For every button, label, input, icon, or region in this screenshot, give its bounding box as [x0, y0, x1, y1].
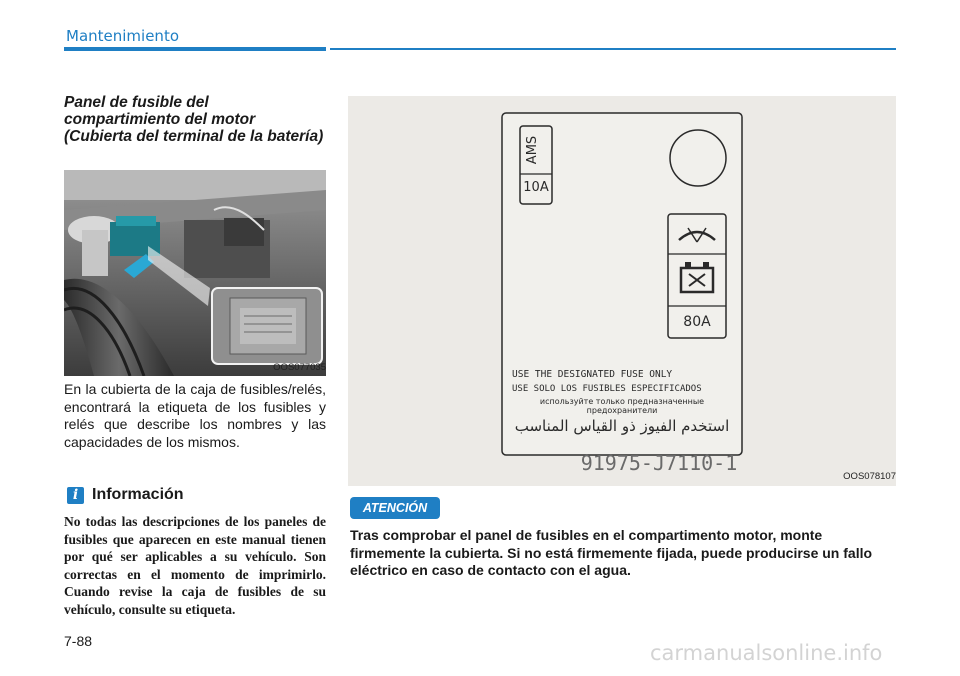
body-paragraph: En la cubierta de la caja de fusibles/relés, encontrará la etiqueta de los fusibles y relés que describe los nombres y las capacidades de los mismos. — [64, 381, 326, 450]
page-number: 7-88 — [64, 633, 93, 649]
fuse-warning-ru-2: предохранители — [586, 406, 658, 415]
main-amp-label: 80A — [683, 314, 711, 330]
info-title: Información — [92, 486, 184, 503]
section-title: Mantenimiento — [66, 27, 179, 45]
atencion-badge: ATENCIÓN — [350, 497, 440, 519]
watermark: carmanualsonline.info — [650, 641, 883, 665]
ams-amp-label: 10A — [523, 180, 549, 195]
engine-bay-illustration — [64, 170, 326, 376]
part-number: 91975-J7110-1 — [580, 451, 738, 475]
fuse-warning-en: USE THE DESIGNATED FUSE ONLY — [512, 369, 673, 380]
label-image-code: OOS078107 — [843, 471, 896, 482]
subsection-heading: Panel de fusible del compartimiento del motor (Cubierta del terminal de la batería) — [64, 94, 324, 145]
fuse-warning-es: USE SOLO LOS FUSIBLES ESPECIFICADOS — [512, 384, 702, 394]
info-icon: i — [67, 487, 84, 504]
fuse-label-image — [348, 96, 896, 486]
engine-bay-photo — [64, 170, 326, 376]
header-rule-thin — [330, 48, 896, 50]
warning-paragraph: Tras comprobar el panel de fusibles en el compartimento motor, monte firmemente la cubierta. Si no está firmemente fijada, puede producirse un fallo eléctrico en caso de contacto con el agua. — [350, 527, 873, 578]
ams-label: AMS — [525, 135, 540, 165]
header-rule-thick — [64, 47, 326, 51]
fuse-warning-ar: استخدم الفيوز ذو القياس المناسب — [514, 417, 730, 435]
fuse-warning-ru-1: используйте только предназначенные — [539, 397, 705, 406]
fuse-label-drawing — [348, 96, 896, 486]
photo-code: OOS077035 — [273, 362, 326, 373]
info-paragraph: No todas las descripciones de los paneles de fusibles que aparecen en este manual tienen por qué ser aplicables a su vehículo. Son correctas en el momento de imprimirlo. Cuando revise la caja de fusibles de su vehículo, consulte su etiqueta. — [64, 514, 326, 617]
